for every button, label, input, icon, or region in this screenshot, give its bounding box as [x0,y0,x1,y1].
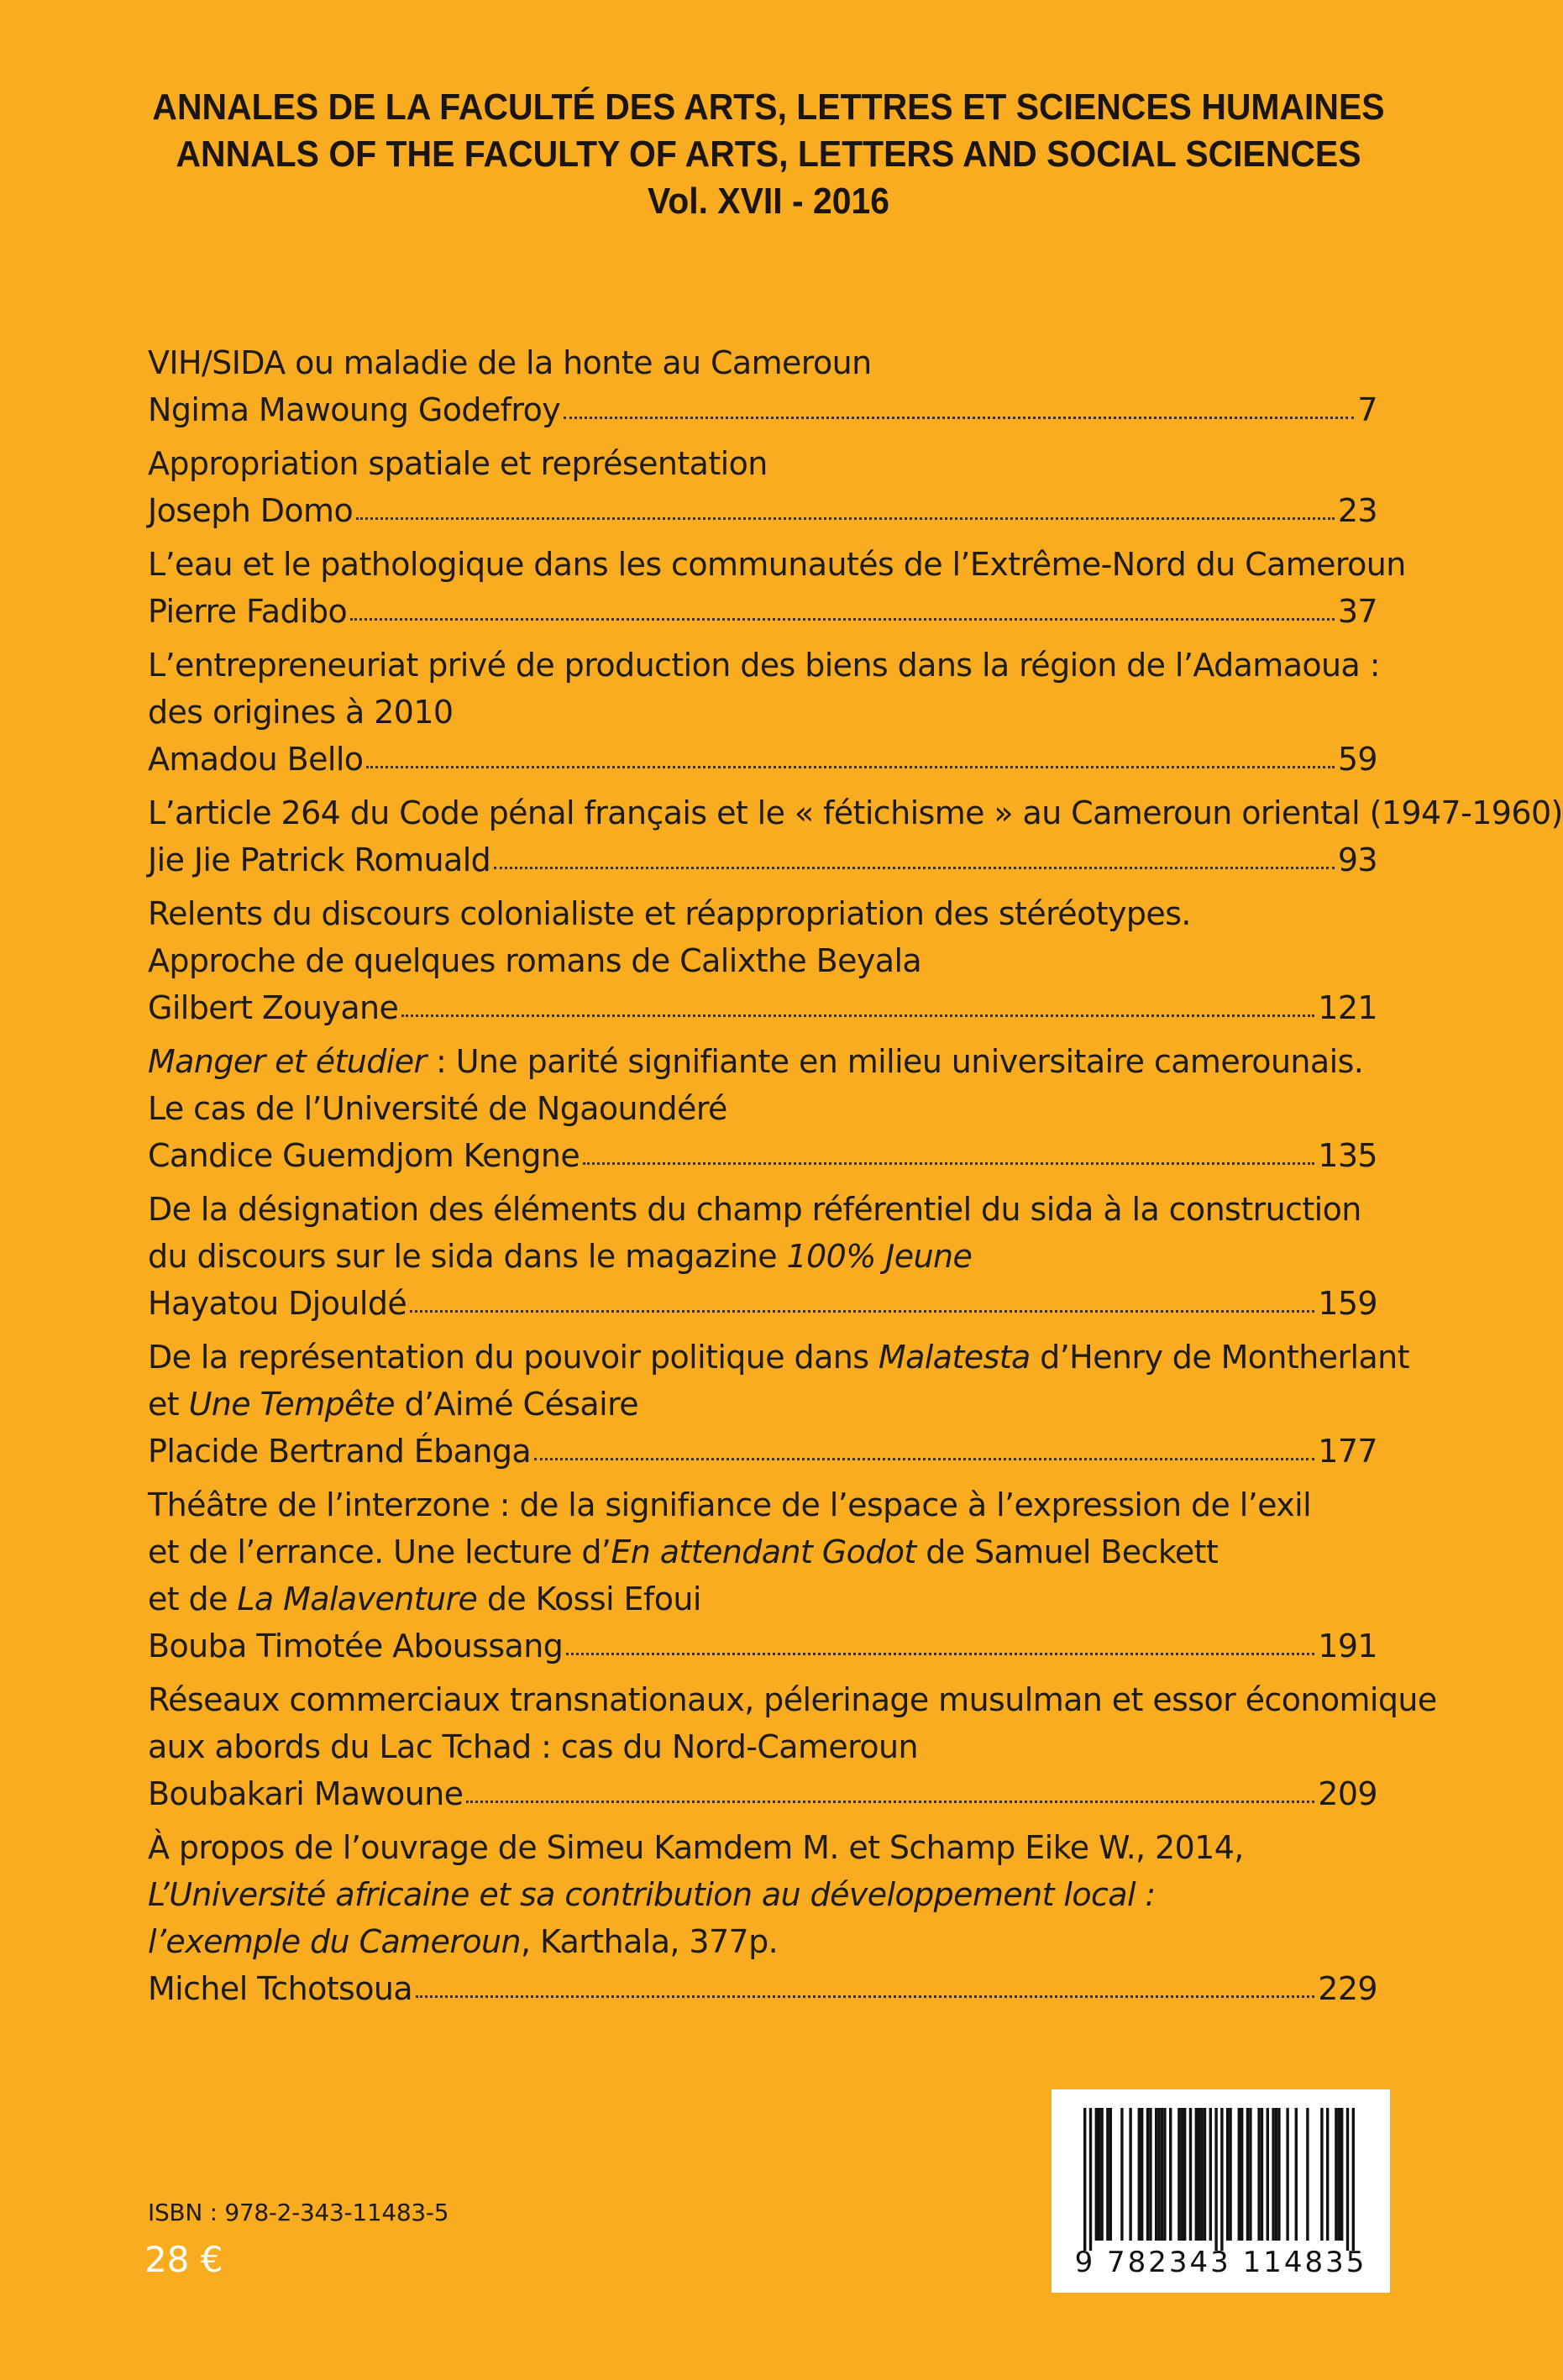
toc-title-segment: Approche de quelques romans de Calixthe Beyala [148,942,922,979]
barcode-bar [1106,2108,1109,2241]
toc-entry [148,1824,1377,2012]
barcode-bar [1195,2108,1198,2241]
toc-title-segment: Appropriation spatiale et représentation [148,445,768,482]
toc-entry-title-line [148,1038,1377,1085]
toc-entry-title-line [148,1085,1377,1132]
barcode-bar [1083,2108,1086,2251]
toc-title-segment: des origines à 2010 [148,694,454,731]
dot-leader [534,1453,1314,1460]
toc-author: Hayatou Djouldé [148,1285,407,1322]
barcode-bar [1286,2108,1288,2241]
barcode-bar [1155,2108,1157,2241]
barcode-bar [1089,2108,1092,2251]
barcode-bar [1198,2108,1200,2241]
toc-entry-title-line [148,541,1406,588]
toc-title-segment: et [148,1386,189,1423]
toc-author: Bouba Timotée Aboussang [148,1628,564,1664]
barcode-bar [1177,2108,1180,2241]
toc-entry-author-line [148,386,1377,433]
toc-page-number: 93 [1337,841,1377,878]
dot-leader [350,613,1335,621]
toc-title-segment: : Une parité signifiante en milieu universitaire camerounais. [426,1043,1364,1080]
toc-entry-author-line [148,1280,1377,1327]
toc-title-segment: aux abords du Lac Tchad : cas du Nord-Cameroun [148,1728,918,1765]
toc-entry-author-line [148,1965,1377,2012]
price: 28 € [144,2239,223,2280]
barcode-bar [1306,2108,1309,2241]
toc-title-italic-segment: Manger et étudier [148,1043,427,1080]
toc-title-segment: d’Henry de Montherlant [1030,1339,1409,1376]
barcode-bar [1238,2108,1240,2241]
barcode-bar [1163,2108,1166,2241]
toc-author: Placide Bertrand Ébanga [148,1433,532,1470]
toc-title-segment: de Kossi Efoui [477,1581,701,1617]
barcode-bar [1100,2108,1103,2241]
toc-author: Ngima Mawoung Godefroy [148,391,561,428]
journal-header [0,84,1537,225]
toc-entry [148,642,1380,783]
toc-entry-title-line [148,1575,1377,1622]
toc-title-italic-segment: L’Université africaine et sa contribution au développement local : [148,1876,1156,1913]
toc-entry-title-line [148,1334,1409,1381]
toc-entry-title-line [148,1233,1377,1280]
toc-page-number: 229 [1318,1970,1377,2007]
barcode-bar [1169,2108,1172,2241]
toc-entry-title-line [148,1186,1377,1233]
toc-title-segment: L’entrepreneuriat privé de production des biens dans la région de l’Adamaoua : [148,647,1380,684]
barcode-bar [1326,2108,1329,2241]
barcode-bar [1220,2108,1223,2251]
isbn-label: ISBN : 978-2-343-11483-5 [148,2199,449,2226]
barcode-bar [1204,2108,1206,2241]
toc-entry-author-line [148,487,1377,534]
toc-page-number: 37 [1337,593,1377,630]
dot-leader [366,761,1334,768]
toc-entry-title-line [148,1528,1377,1575]
toc-page-number: 59 [1337,741,1377,778]
barcode-bar [1240,2108,1243,2241]
barcode-bar [1120,2108,1123,2241]
toc-entry-title-line [148,1824,1377,1871]
toc-author: Gilbert Zouyane [148,989,399,1026]
toc-author: Jie Jie Patrick Romuald [148,841,491,878]
toc-entry [148,1038,1377,1179]
toc-title-segment: du discours sur le sida dans le magazine [148,1238,787,1275]
toc-title-segment: de Samuel Beckett [915,1533,1219,1570]
toc-entry-title-line [148,689,1377,736]
journal-title-fr: ANNALES DE LA FACULTÉ DES ARTS, LETTRES ET SCIENCES HUMAINES [152,86,1385,128]
dot-leader [566,1648,1314,1655]
toc-title-segment: et de [148,1581,238,1617]
toc-title-segment: d’Aimé Césaire [395,1386,639,1423]
toc-entry-title-line [148,937,1377,984]
toc-entry-author-line [148,1132,1377,1179]
barcode-bar [1338,2108,1340,2241]
toc-entry-title-line [148,789,1563,836]
barcode-bar [1095,2108,1098,2241]
toc-entry-title-line [148,1723,1377,1770]
toc-entry-title-line [148,1381,1377,1428]
toc-title-segment: Théâtre de l’interzone : de la signifiance de l’espace à l’expression de l’exil [148,1486,1312,1523]
barcode [1052,2089,1390,2293]
barcode-bar [1138,2108,1141,2241]
barcode-bar [1340,2108,1343,2241]
toc-title-italic-segment: Malatesta [878,1339,1031,1376]
toc-page-number: 177 [1318,1433,1377,1470]
barcode-bar [1246,2108,1249,2241]
barcode-bar [1183,2108,1186,2241]
barcode-bar [1229,2108,1231,2241]
toc-entry [148,1481,1377,1670]
barcode-bar [1161,2108,1163,2241]
barcode-bar [1257,2108,1260,2241]
toc-entry [148,890,1377,1031]
toc-entry [148,1186,1377,1327]
barcode-bar [1226,2108,1229,2241]
toc-title-segment: L’eau et le pathologique dans les communautés de l’Extrême-Nord du Cameroun [148,546,1406,583]
toc-entry [148,440,1377,534]
toc-title-segment: Relents du discours colonialiste et réappropriation des stéréotypes. [148,895,1191,932]
dot-leader [401,1009,1314,1017]
barcode-bar [1209,2108,1212,2241]
toc-author: Joseph Domo [148,492,354,529]
toc-entry-title-line [148,440,1377,487]
barcode-bar [1181,2108,1183,2241]
toc-entry [148,789,1563,883]
toc-title-segment: De la représentation du pouvoir politique dans [148,1339,879,1376]
dot-leader [583,1157,1314,1165]
toc-page-number: 191 [1318,1628,1377,1664]
toc-title-segment: VIH/SIDA ou maladie de la honte au Cameroun [148,344,872,381]
toc-entry [148,1676,1437,1817]
toc-title-segment: De la désignation des éléments du champ référentiel du sida à la construction [148,1191,1361,1228]
barcode-bar [1146,2108,1149,2241]
toc-title-segment: À propos de l’ouvrage de Simeu Kamdem M. et Schamp Eike W., 2014, [148,1829,1244,1866]
toc-title-segment: Réseaux commerciaux transnationaux, pélerinage musulman et essor économique [148,1681,1437,1718]
toc-title-segment: , Karthala, 377p. [520,1923,779,1960]
toc-entry [148,339,1377,433]
toc-page-number: 7 [1357,391,1377,428]
barcode-bar [1352,2108,1355,2251]
toc-entry-author-line [148,1622,1377,1670]
toc-page-number: 209 [1318,1775,1377,1812]
barcode-bar [1267,2108,1269,2241]
dot-leader [356,512,1335,520]
barcode-number: 9 782343 114835 [1074,2246,1367,2279]
barcode-bar [1275,2108,1277,2241]
barcode-bar [1249,2108,1251,2241]
barcode-bar [1141,2108,1143,2241]
dot-leader [466,1795,1314,1803]
toc-entry-author-line [148,1770,1377,1817]
toc-entry-title-line [148,339,1377,386]
toc-page-number: 159 [1318,1285,1377,1322]
barcode-bar [1109,2108,1112,2241]
toc-title-italic-segment: La Malaventure [237,1581,478,1617]
barcode-bar [1335,2108,1337,2241]
toc-title-italic-segment: 100% Jeune [786,1238,973,1275]
dot-leader [494,862,1335,869]
dot-leader [410,1305,1314,1313]
barcode-bar [1272,2108,1274,2241]
toc-entry [148,541,1406,635]
table-of-contents [148,339,1563,2019]
toc-page-number: 23 [1337,492,1377,529]
barcode-bar [1295,2108,1298,2241]
toc-entry-title-line [148,1676,1437,1723]
toc-entry-author-line [148,984,1377,1031]
barcode-bar [1157,2108,1160,2241]
barcode-bar [1320,2108,1323,2241]
toc-author: Michel Tchotsoua [148,1970,413,2007]
toc-entry-author-line [148,1428,1377,1475]
toc-title-segment: L’article 264 du Code pénal français et le « fétichisme » au Cameroun oriental (1947-1960) [148,794,1563,831]
toc-author: Candice Guemdjom Kengne [148,1137,580,1174]
toc-title-italic-segment: En attendant Godot [611,1533,916,1570]
barcode-bar [1149,2108,1151,2241]
dot-leader [416,1990,1314,1998]
toc-entry [148,1334,1409,1475]
toc-author: Amadou Bello [148,741,364,778]
toc-page-number: 121 [1318,989,1377,1026]
toc-title-italic-segment: Une Tempête [188,1386,396,1423]
dot-leader [564,412,1354,419]
barcode-bar [1129,2108,1131,2241]
toc-title-italic-segment: l’exemple du Cameroun [148,1923,521,1960]
toc-entry-author-line [148,836,1377,883]
toc-title-segment: Le cas de l’Université de Ngaoundéré [148,1090,727,1127]
toc-entry-title-line [148,642,1380,689]
barcode-bar [1098,2108,1100,2241]
toc-entry-author-line [148,736,1377,783]
toc-entry-title-line [148,1481,1377,1528]
barcode-bar [1261,2108,1263,2241]
journal-title-en: ANNALS OF THE FACULTY OF ARTS, LETTERS AND SOCIAL SCIENCES [176,134,1361,175]
toc-entry-title-line [148,1918,1377,1965]
toc-entry-title-line [148,1871,1377,1918]
toc-page-number: 135 [1318,1137,1377,1174]
toc-author: Boubakari Mawoune [148,1775,464,1812]
toc-title-segment: et de l’errance. Une lecture d’ [148,1533,611,1570]
toc-entry-title-line [148,890,1377,937]
volume-year: Vol. XVII - 2016 [647,181,890,222]
barcode-bar [1189,2108,1192,2241]
toc-author: Pierre Fadibo [148,593,348,630]
barcode-bar [1346,2108,1349,2251]
barcode-bar [1200,2108,1203,2241]
barcode-bar [1277,2108,1280,2241]
barcode-bar [1214,2108,1217,2251]
toc-entry-author-line [148,588,1377,635]
